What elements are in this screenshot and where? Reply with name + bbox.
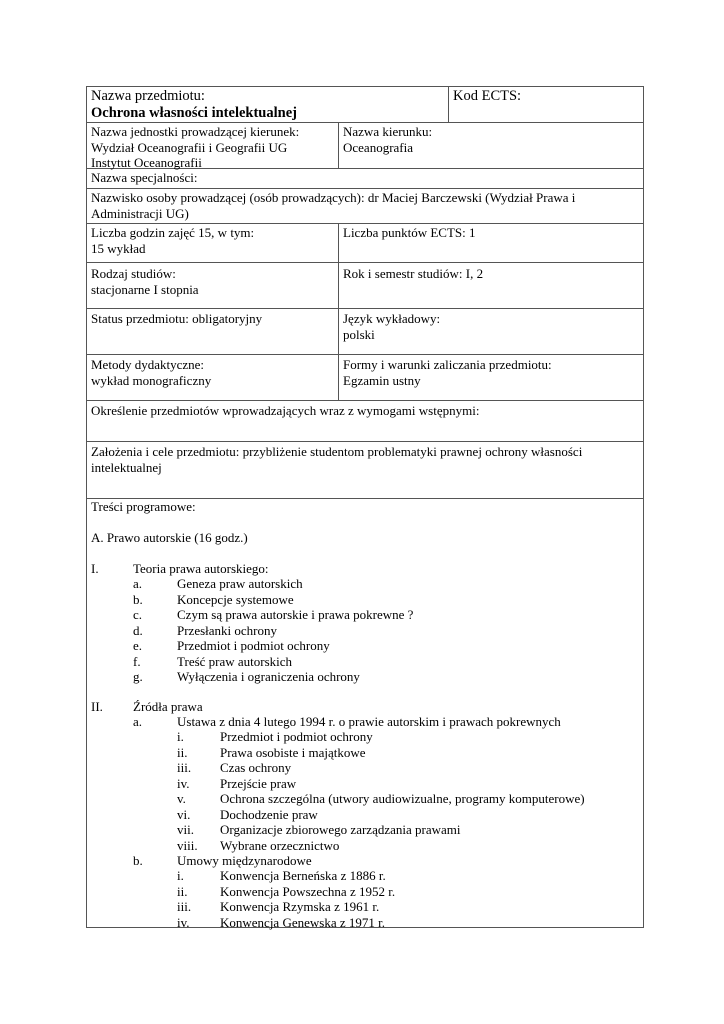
ects-points: Liczba punktów ECTS: 1: [343, 225, 476, 240]
goals-line1: Założenia i cele przedmiotu: przybliżenie studentom problematyki prawnej ochrony własności: [91, 444, 583, 459]
list-item: Przedmiot i podmiot ochrony: [220, 729, 373, 744]
methods-label: Metody dydaktyczne:: [91, 357, 204, 372]
field-cell: [339, 123, 639, 156]
list-item: Organizacje zbiorowego zarządzania prawami: [220, 822, 461, 837]
part2-b-title: Umowy międzynarodowe: [177, 853, 312, 868]
list-item: Czym są prawa autorskie i prawa pokrewne ?: [177, 607, 414, 622]
program-content-cell: [87, 499, 643, 929]
list-item: Przesłanki ochrony: [177, 622, 278, 638]
subject-name: Ochrona własności intelektualnej: [91, 105, 297, 121]
part2-a-title: Ustawa z dnia 4 lutego 1994 r. o prawie autorskim i prawach pokrewnych: [177, 714, 561, 729]
part2-b-marker: b.: [133, 853, 143, 868]
year-semester: Rok i semestr studiów: I, 2: [343, 266, 484, 281]
ects-code-cell: [449, 87, 645, 106]
unit-line2: Instytut Oceanografii: [91, 155, 202, 170]
list-item: Wybrane orzecznictwo: [220, 837, 340, 853]
list-item: Konwencja Powszechna z 1952 r.: [220, 883, 396, 899]
list-item: Koncepcje systemowe: [177, 591, 294, 607]
unit-label: Nazwa jednostki prowadzącej kierunek:: [91, 124, 300, 139]
list-item-marker: ii.: [177, 883, 188, 899]
specialty-cell: [87, 169, 645, 187]
list-item: Przedmiot i podmiot ochrony: [177, 638, 330, 653]
section-a-heading: A. Prawo autorskie (16 godz.): [91, 530, 248, 545]
status-cell: [87, 310, 338, 328]
course-syllabus-table: [86, 86, 644, 928]
part2-title: Źródła prawa: [133, 699, 203, 714]
list-item-marker: vii.: [177, 822, 194, 837]
subject-label: Nazwa przedmiotu:: [91, 88, 205, 104]
language-label: Język wykładowy:: [343, 311, 441, 326]
unit-line1: Wydział Oceanografii i Geografii UG: [91, 139, 288, 155]
part1-number: I.: [91, 561, 99, 576]
part2-a-marker: a.: [133, 714, 143, 729]
lecturer-line2: Administracji UG): [91, 205, 189, 221]
list-item-marker: i.: [177, 868, 184, 883]
list-item: Konwencja Rzymska z 1961 r.: [220, 899, 380, 914]
list-item: Wyłączenia i ograniczenia ochrony: [177, 669, 360, 684]
list-item-marker: e.: [133, 638, 143, 653]
hours-value: 15 wykład: [91, 240, 146, 256]
subject-cell: [87, 87, 448, 123]
lecturer-line1: Nazwisko osoby prowadzącej (osób prowadzących): dr Maciej Barczewski (Wydział Prawa i: [91, 190, 576, 205]
list-item: Treść praw autorskich: [177, 653, 293, 669]
language-cell: [339, 310, 639, 343]
goals-line2: intelektualnej: [91, 459, 162, 475]
ects-points-cell: [339, 224, 639, 242]
study-type-value: stacjonarne I stopnia: [91, 281, 199, 297]
part2-number: II.: [91, 699, 103, 714]
list-item-marker: ii.: [177, 744, 188, 760]
list-item: Przejście praw: [220, 775, 297, 791]
list-item-marker: i.: [177, 729, 184, 744]
list-item: Ochrona szczególna (utwory audiowizualne, programy komputerowe): [220, 791, 585, 806]
list-item: Prawa osobiste i majątkowe: [220, 744, 366, 760]
list-item-marker: g.: [133, 669, 143, 684]
lecturer-cell: [87, 189, 643, 222]
list-item-marker: f.: [133, 653, 141, 669]
assessment-label: Formy i warunki zaliczania przedmiotu:: [343, 357, 552, 372]
methods-value: wykład monograficzny: [91, 372, 212, 388]
hours-cell: [87, 224, 338, 257]
list-item: Konwencja Genewska z 1971 r.: [220, 914, 385, 930]
list-item-marker: d.: [133, 622, 143, 638]
list-item-marker: iv.: [177, 775, 190, 791]
language-value: polski: [343, 326, 375, 342]
assessment-value: Egzamin ustny: [343, 372, 421, 388]
list-item-marker: iii.: [177, 760, 192, 775]
study-type-cell: [87, 265, 338, 298]
specialty-label: Nazwa specjalności:: [91, 170, 198, 185]
field-value: Oceanografia: [343, 139, 414, 155]
assessment-cell: [339, 356, 639, 389]
content-label: Treści programowe:: [91, 499, 196, 514]
prerequisites-label: Określenie przedmiotów wprowadzających wraz z wymogami wstępnymi:: [91, 403, 480, 418]
unit-cell: [87, 123, 338, 172]
list-item-marker: iv.: [177, 914, 190, 930]
part1-title: Teoria prawa autorskiego:: [133, 561, 269, 576]
study-type-label: Rodzaj studiów:: [91, 266, 176, 281]
list-item-marker: iii.: [177, 899, 192, 914]
list-item-marker: v.: [177, 791, 186, 806]
list-item-marker: vi.: [177, 806, 191, 822]
status-label: Status przedmiotu: obligatoryjny: [91, 311, 263, 326]
year-semester-cell: [339, 265, 639, 283]
ects-code-label: Kod ECTS:: [453, 88, 522, 104]
list-item: Czas ochrony: [220, 760, 292, 775]
list-item-marker: c.: [133, 607, 143, 622]
list-item: Konwencja Berneńska z 1886 r.: [220, 868, 386, 883]
methods-cell: [87, 356, 338, 389]
list-item-marker: a.: [133, 576, 143, 591]
field-label: Nazwa kierunku:: [343, 124, 433, 139]
list-item-marker: b.: [133, 591, 143, 607]
prerequisites-cell: [87, 402, 643, 420]
hours-label: Liczba godzin zajęć 15, w tym:: [91, 225, 255, 240]
goals-cell: [87, 443, 643, 476]
list-item: Dochodzenie praw: [220, 806, 318, 822]
list-item-marker: viii.: [177, 837, 198, 853]
list-item: Geneza praw autorskich: [177, 576, 303, 591]
